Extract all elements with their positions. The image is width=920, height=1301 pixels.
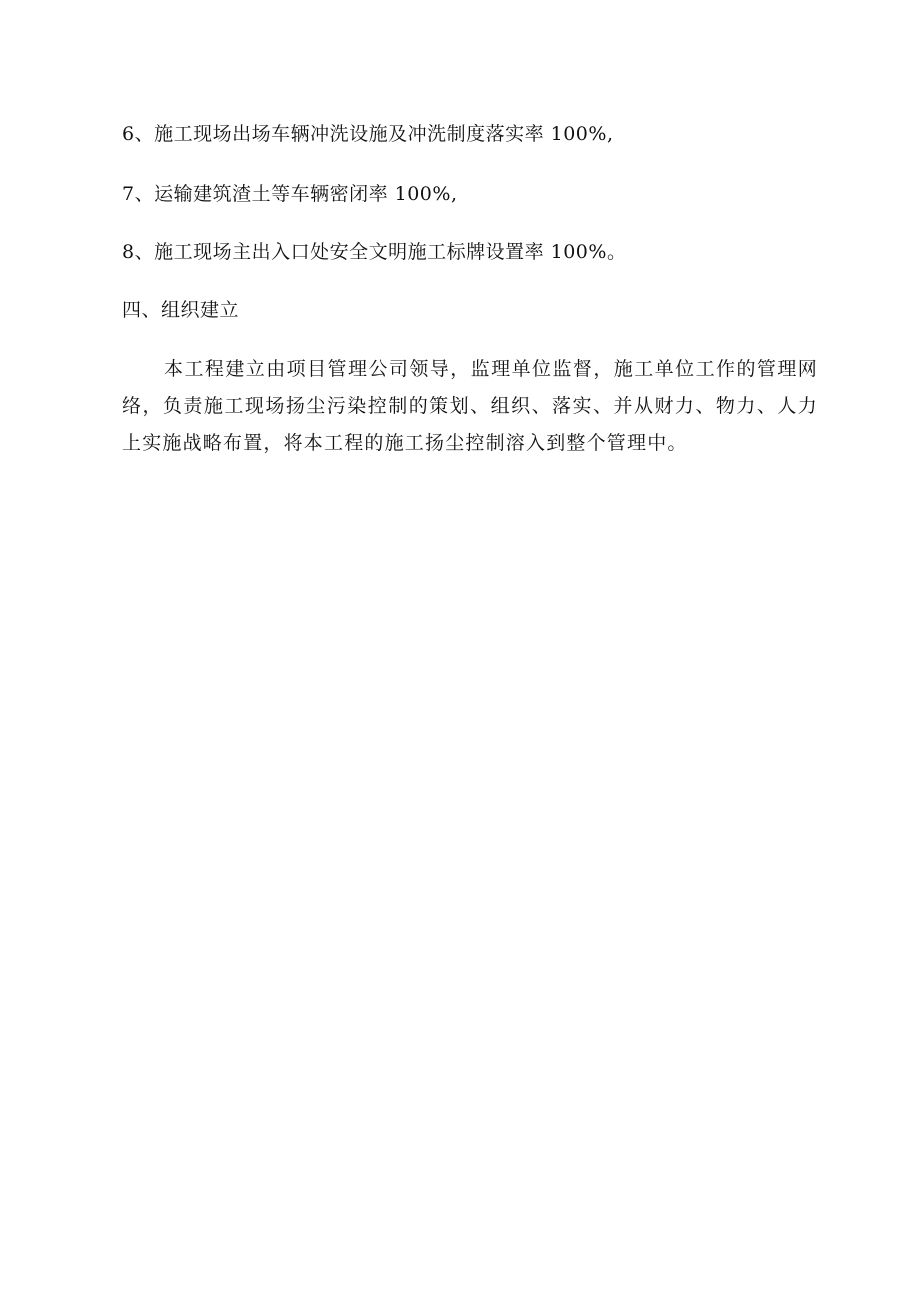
list-item-7: 7、运输建筑渣土等车辆密闭率 100%,: [122, 183, 458, 205]
list-item-8: 8、施工现场主出入口处安全文明施工标牌设置率 100%。: [122, 241, 627, 263]
list-item-6: 6、施工现场出场车辆冲洗设施及冲洗制度落实率 100%,: [122, 123, 614, 145]
body-paragraph: 本工程建立由项目管理公司领导，监理单位监督，施工单位工作的管理网络，负责施工现场扬尘污染控制的策划、组织、落实、并从财力、物力、人力上实施战略布置，将本工程的施工扬尘控制溶入到整个管理中。: [122, 358, 818, 454]
section-heading: 四、组织建立: [122, 299, 240, 321]
